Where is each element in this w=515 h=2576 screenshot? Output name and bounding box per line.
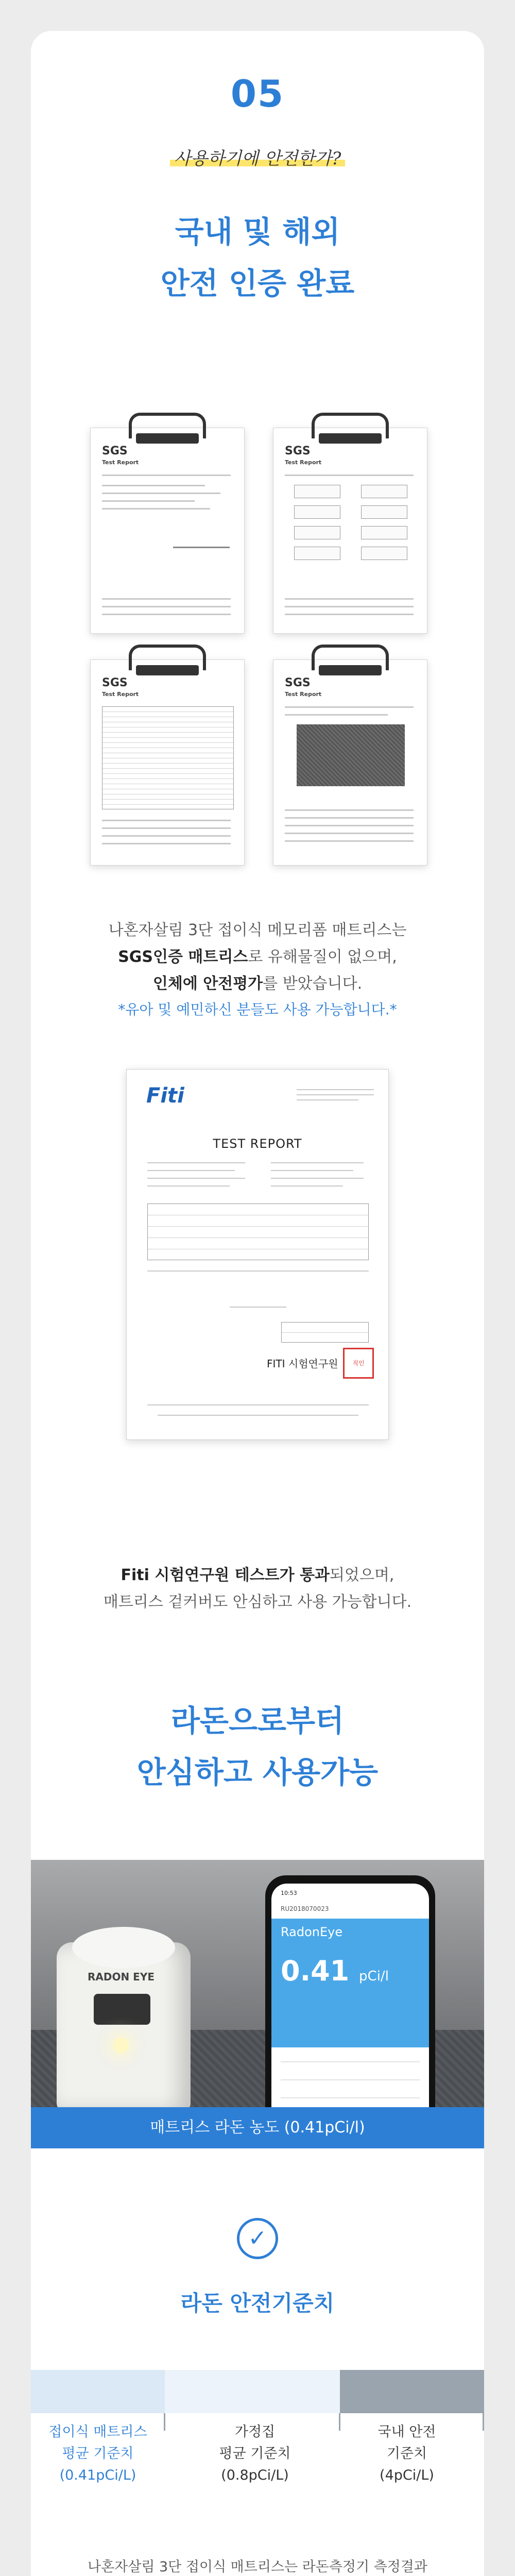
- clipboard-clip-icon: [129, 645, 206, 670]
- section-question: 사용하기에 안전한가?: [31, 144, 484, 170]
- radon-standard-bar: [31, 2370, 484, 2413]
- standard-domestic-label: 국내 안전 기준치 (4pCi/L): [377, 2424, 436, 2483]
- sgs-report-image-3: SGS Test Report: [90, 659, 245, 866]
- official-seal-icon: 직인: [343, 1348, 374, 1379]
- bar-segment-mattress: [31, 2370, 165, 2413]
- bar-segment-domestic: [340, 2370, 484, 2413]
- clipboard-clip-icon: [129, 413, 206, 438]
- radon-title: 라돈으로부터 안심하고 사용가능: [136, 1703, 379, 1790]
- standard-household-label: 가정집 평균 기준치 (0.8pCi/L): [219, 2424, 291, 2483]
- fiti-description: Fiti 시험연구원 테스트가 통과되었으며, 매트리스 겉커버도 안심하고 사용 가능합니다.: [103, 1566, 412, 1611]
- closing-description: 나혼자살림 3단 접이식 매트리스는 라돈측정기 측정결과: [88, 2559, 427, 2575]
- radon-detector-device: RADON EYE: [57, 1942, 191, 2112]
- bar-segment-household: [165, 2370, 340, 2413]
- clipboard-clip-icon: [312, 413, 389, 438]
- clipboard-clip-icon: [312, 645, 389, 670]
- product-detail-card: [31, 31, 484, 2576]
- radon-standard-title: 라돈 안전기준치: [180, 2291, 335, 2316]
- radon-measurement-photo: [31, 1860, 484, 2148]
- fiti-organization: FITI 시험연구원: [267, 1358, 338, 1370]
- fiti-logo: Fiti: [146, 1084, 184, 1108]
- radon-photo-caption: 매트리스 라돈 농도 (0.41pCi/l): [31, 2107, 484, 2148]
- sgs-description: 나혼자살림 3단 접이식 메모리폼 매트리스는 SGS인증 매트리스로 유해물질이 없으며, 인체에 안전평가를 받았습니다.: [108, 921, 407, 993]
- certification-title: 국내 및 해외 안전 인증 완료: [160, 214, 355, 301]
- fiti-report-title: TEST REPORT: [213, 1137, 302, 1151]
- standard-mattress-label: 접이식 매트리스 평균 기준치 (0.41pCi/L): [48, 2424, 147, 2483]
- section-number: 05: [230, 72, 285, 115]
- smartphone-radoneye-app: 10:53 RU2018070023 RadonEye 0.41 pCi/l: [265, 1875, 435, 2148]
- check-circle-icon: ✓: [237, 2218, 278, 2259]
- fiti-test-report-image: [126, 1069, 389, 1440]
- sgs-report-image-1: SGS Test Report: [90, 428, 245, 634]
- sgs-report-image-2: SGS Test Report: [273, 428, 427, 634]
- sgs-report-image-4: SGS Test Report: [273, 659, 427, 866]
- sgs-note: *유아 및 예민하신 분들도 사용 가능합니다.*: [118, 1001, 397, 1018]
